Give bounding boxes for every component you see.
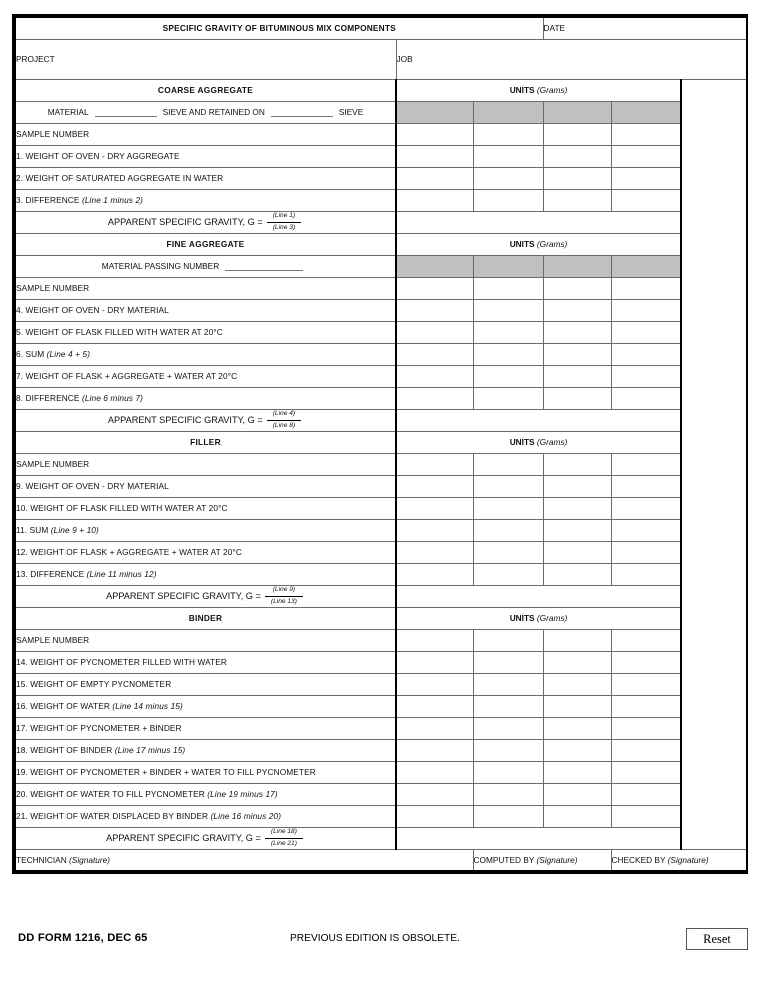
data-entry-cell[interactable] bbox=[611, 475, 681, 497]
signature-note: (Signature) bbox=[69, 854, 111, 865]
data-entry-cell[interactable] bbox=[611, 695, 681, 717]
signature-field-1[interactable] bbox=[15, 849, 473, 871]
section-header-row bbox=[15, 79, 747, 101]
formula-row bbox=[15, 211, 747, 233]
table-row bbox=[15, 563, 747, 585]
data-entry-cell[interactable] bbox=[543, 739, 611, 761]
table-row bbox=[15, 805, 747, 827]
data-entry-cell[interactable] bbox=[543, 475, 611, 497]
data-entry-cell[interactable] bbox=[543, 343, 611, 365]
data-entry-cell[interactable] bbox=[473, 387, 543, 409]
data-entry-cell[interactable] bbox=[473, 497, 543, 519]
row-note: (Line 14 minus 15) bbox=[112, 701, 183, 711]
formula-numerator: (Line 18) bbox=[270, 828, 297, 836]
row-label: 15. WEIGHT OF EMPTY PYCNOMETER bbox=[15, 673, 396, 695]
specific-gravity-result-cell[interactable] bbox=[396, 211, 681, 233]
row-label: 13. DIFFERENCE (Line 11 minus 12) bbox=[15, 563, 396, 585]
table-row bbox=[15, 387, 747, 409]
form-table bbox=[14, 16, 748, 872]
units-label: UNITS (Grams) bbox=[396, 431, 681, 453]
data-entry-cell[interactable] bbox=[611, 365, 681, 387]
data-entry-cell[interactable] bbox=[473, 541, 543, 563]
table-row bbox=[15, 365, 747, 387]
data-entry-cell[interactable] bbox=[396, 145, 473, 167]
data-entry-cell[interactable] bbox=[396, 167, 473, 189]
row-note: (Line 17 minus 15) bbox=[114, 745, 186, 755]
signature-field-2[interactable] bbox=[473, 849, 611, 871]
material-label: MATERIAL bbox=[47, 107, 89, 117]
formula-label: APPARENT SPECIFIC GRAVITY, G = bbox=[107, 217, 263, 227]
row-label: 7. WEIGHT OF FLASK + AGGREGATE + WATER AT 20°C bbox=[15, 365, 396, 387]
units-label: UNITS (Grams) bbox=[396, 233, 681, 255]
data-entry-cell[interactable] bbox=[396, 695, 473, 717]
data-entry-cell[interactable] bbox=[543, 541, 611, 563]
data-entry-cell[interactable] bbox=[543, 321, 611, 343]
data-entry-cell[interactable] bbox=[396, 739, 473, 761]
row-note: (Line 4 + 5) bbox=[46, 349, 91, 359]
section-subheader-row bbox=[15, 101, 747, 123]
section-subheader-row bbox=[15, 255, 747, 277]
row-label: 2. WEIGHT OF SATURATED AGGREGATE IN WATER bbox=[15, 167, 396, 189]
data-entry-cell[interactable] bbox=[473, 321, 543, 343]
row-label: 9. WEIGHT OF OVEN - DRY MATERIAL bbox=[15, 475, 396, 497]
date-field[interactable] bbox=[543, 17, 747, 39]
previous-edition-label: PREVIOUS EDITION IS OBSOLETE. bbox=[290, 933, 460, 944]
formula-label: APPARENT SPECIFIC GRAVITY, G = bbox=[106, 591, 261, 601]
data-entry-cell[interactable] bbox=[396, 365, 473, 387]
units-header-cell bbox=[396, 255, 473, 277]
data-entry-cell[interactable] bbox=[473, 783, 543, 805]
form-title: SPECIFIC GRAVITY OF BITUMINOUS MIX COMPONENTS bbox=[15, 17, 543, 39]
table-row bbox=[15, 739, 747, 761]
reset-button[interactable]: Reset bbox=[686, 928, 748, 950]
data-entry-cell[interactable] bbox=[473, 717, 543, 739]
data-entry-cell[interactable] bbox=[396, 387, 473, 409]
row-label: 11. SUM (Line 9 + 10) bbox=[15, 519, 396, 541]
sample-number-row bbox=[15, 629, 747, 651]
sample-number-label: SAMPLE NUMBER bbox=[15, 453, 396, 475]
data-entry-cell[interactable] bbox=[396, 123, 473, 145]
data-entry-cell[interactable] bbox=[396, 651, 473, 673]
units-header-cell bbox=[611, 101, 681, 123]
table-row bbox=[15, 343, 747, 365]
units-label: UNITS (Grams) bbox=[396, 607, 681, 629]
data-entry-cell[interactable] bbox=[473, 739, 543, 761]
row-label: 21. WEIGHT OF WATER DISPLACED BY BINDER (Line 16 minus 20) bbox=[15, 805, 396, 827]
table-row bbox=[15, 519, 747, 541]
data-entry-cell[interactable] bbox=[396, 321, 473, 343]
material-passing-label: MATERIAL PASSING NUMBER bbox=[101, 261, 220, 271]
table-row bbox=[15, 673, 747, 695]
table-row bbox=[15, 717, 747, 739]
section-title: COARSE AGGREGATE bbox=[15, 79, 396, 101]
data-entry-cell[interactable] bbox=[611, 673, 681, 695]
data-entry-cell[interactable] bbox=[543, 189, 611, 211]
row-note: (Line 6 minus 7) bbox=[81, 393, 144, 403]
data-entry-cell[interactable] bbox=[396, 343, 473, 365]
formula-fraction bbox=[267, 410, 301, 429]
row-note: (Line 11 minus 12) bbox=[86, 569, 157, 579]
data-entry-cell[interactable] bbox=[473, 695, 543, 717]
form-footer bbox=[12, 928, 748, 958]
data-entry-cell[interactable] bbox=[543, 805, 611, 827]
units-header-cell bbox=[396, 101, 473, 123]
specific-gravity-formula bbox=[15, 211, 396, 233]
row-label: 5. WEIGHT OF FLASK FILLED WITH WATER AT 20°C bbox=[15, 321, 396, 343]
section-header-row bbox=[15, 607, 747, 629]
data-entry-cell[interactable] bbox=[473, 475, 543, 497]
sieve-retained-label: SIEVE AND RETAINED ON bbox=[162, 107, 265, 117]
formula-fraction bbox=[265, 828, 303, 847]
specific-gravity-result-cell[interactable] bbox=[396, 827, 681, 849]
data-entry-cell[interactable] bbox=[396, 475, 473, 497]
row-label: 19. WEIGHT OF PYCNOMETER + BINDER + WATER TO FILL PYCNOMETER bbox=[15, 761, 396, 783]
data-entry-cell[interactable] bbox=[396, 453, 473, 475]
data-entry-cell[interactable] bbox=[543, 387, 611, 409]
table-row bbox=[15, 695, 747, 717]
data-entry-cell[interactable] bbox=[611, 299, 681, 321]
data-entry-cell[interactable] bbox=[396, 629, 473, 651]
data-entry-cell[interactable] bbox=[611, 343, 681, 365]
data-entry-cell[interactable] bbox=[611, 189, 681, 211]
section-title: BINDER bbox=[15, 607, 396, 629]
data-entry-cell[interactable] bbox=[473, 651, 543, 673]
data-entry-cell[interactable] bbox=[473, 343, 543, 365]
row-note: (Line 1 minus 2) bbox=[81, 195, 144, 205]
row-note: (Line 16 minus 20) bbox=[210, 811, 282, 821]
date-label: DATE bbox=[543, 23, 566, 34]
row-label: 14. WEIGHT OF PYCNOMETER FILLED WITH WATER bbox=[15, 651, 396, 673]
units-header-cell bbox=[543, 101, 611, 123]
signature-note: (Signature) bbox=[667, 854, 709, 865]
data-entry-cell[interactable] bbox=[396, 277, 473, 299]
form-body bbox=[15, 17, 747, 871]
data-entry-cell[interactable] bbox=[473, 805, 543, 827]
data-entry-cell[interactable] bbox=[611, 651, 681, 673]
data-entry-cell[interactable] bbox=[473, 519, 543, 541]
table-row bbox=[15, 189, 747, 211]
material-passing-input[interactable] bbox=[225, 262, 303, 271]
material-input[interactable] bbox=[95, 108, 157, 117]
signature-label: COMPUTED BY bbox=[473, 854, 537, 865]
data-entry-cell[interactable] bbox=[543, 563, 611, 585]
data-entry-cell[interactable] bbox=[473, 123, 543, 145]
table-row bbox=[15, 541, 747, 563]
formula-label: APPARENT SPECIFIC GRAVITY, G = bbox=[106, 833, 261, 843]
data-entry-cell[interactable] bbox=[396, 497, 473, 519]
formula-denominator: (Line 13) bbox=[265, 596, 303, 606]
specific-gravity-formula bbox=[15, 585, 396, 607]
table-row bbox=[15, 497, 747, 519]
units-header-cell bbox=[473, 101, 543, 123]
signature-field-3[interactable] bbox=[611, 849, 747, 871]
data-entry-cell[interactable] bbox=[543, 761, 611, 783]
data-entry-cell[interactable] bbox=[543, 717, 611, 739]
sample-number-label: SAMPLE NUMBER bbox=[15, 277, 396, 299]
formula-numerator: (Line 9) bbox=[272, 586, 296, 594]
data-entry-cell[interactable] bbox=[611, 453, 681, 475]
units-label: UNITS (Grams) bbox=[396, 79, 681, 101]
data-entry-cell[interactable] bbox=[473, 189, 543, 211]
section-title: FILLER bbox=[15, 431, 396, 453]
data-entry-cell[interactable] bbox=[543, 453, 611, 475]
data-entry-cell[interactable] bbox=[396, 541, 473, 563]
section-header-row bbox=[15, 431, 747, 453]
row-label: 20. WEIGHT OF WATER TO FILL PYCNOMETER (Line 19 minus 17) bbox=[15, 783, 396, 805]
data-entry-cell[interactable] bbox=[611, 321, 681, 343]
data-entry-cell[interactable] bbox=[543, 299, 611, 321]
data-entry-cell[interactable] bbox=[543, 783, 611, 805]
material-sieve-field[interactable] bbox=[15, 101, 396, 123]
data-entry-cell[interactable] bbox=[543, 651, 611, 673]
data-entry-cell[interactable] bbox=[473, 629, 543, 651]
data-entry-cell[interactable] bbox=[473, 761, 543, 783]
formula-denominator: (Line 21) bbox=[265, 838, 303, 848]
row-label: 17. WEIGHT OF PYCNOMETER + BINDER bbox=[15, 717, 396, 739]
data-entry-cell[interactable] bbox=[611, 761, 681, 783]
data-entry-cell[interactable] bbox=[611, 519, 681, 541]
formula-row bbox=[15, 409, 747, 431]
data-entry-cell[interactable] bbox=[473, 145, 543, 167]
formula-label: APPARENT SPECIFIC GRAVITY, G = bbox=[107, 415, 263, 425]
form-number-label: DD FORM 1216, DEC 65 bbox=[18, 932, 148, 944]
title-row bbox=[15, 17, 747, 39]
data-entry-cell[interactable] bbox=[473, 563, 543, 585]
data-entry-cell[interactable] bbox=[543, 519, 611, 541]
sample-number-label: SAMPLE NUMBER bbox=[15, 629, 396, 651]
data-entry-cell[interactable] bbox=[543, 277, 611, 299]
formula-numerator: (Line 4) bbox=[272, 410, 296, 418]
job-field[interactable] bbox=[396, 39, 747, 79]
data-entry-cell[interactable] bbox=[396, 299, 473, 321]
data-entry-cell[interactable] bbox=[611, 805, 681, 827]
row-label: 16. WEIGHT OF WATER (Line 14 minus 15) bbox=[15, 695, 396, 717]
data-entry-cell[interactable] bbox=[543, 695, 611, 717]
data-entry-cell[interactable] bbox=[396, 563, 473, 585]
row-label: 3. DIFFERENCE (Line 1 minus 2) bbox=[15, 189, 396, 211]
data-entry-cell[interactable] bbox=[543, 145, 611, 167]
signature-note: (Signature) bbox=[536, 854, 578, 865]
units-header-cell bbox=[543, 255, 611, 277]
data-entry-cell[interactable] bbox=[473, 453, 543, 475]
table-row bbox=[15, 783, 747, 805]
formula-denominator: (Line 3) bbox=[267, 222, 301, 232]
row-note: (Line 9 + 10) bbox=[50, 525, 99, 535]
formula-fraction bbox=[265, 586, 303, 605]
table-row bbox=[15, 475, 747, 497]
table-row bbox=[15, 167, 747, 189]
table-row bbox=[15, 299, 747, 321]
units-header-cell bbox=[473, 255, 543, 277]
data-entry-cell[interactable] bbox=[396, 717, 473, 739]
job-label: JOB bbox=[396, 54, 413, 64]
data-entry-cell[interactable] bbox=[396, 761, 473, 783]
material-sieve-field[interactable] bbox=[15, 255, 396, 277]
data-entry-cell[interactable] bbox=[611, 167, 681, 189]
data-entry-cell[interactable] bbox=[543, 123, 611, 145]
data-entry-cell[interactable] bbox=[611, 563, 681, 585]
section-title: FINE AGGREGATE bbox=[15, 233, 396, 255]
data-entry-cell[interactable] bbox=[543, 629, 611, 651]
data-entry-cell[interactable] bbox=[611, 123, 681, 145]
dd-form-1216 bbox=[12, 14, 748, 874]
sample-number-row bbox=[15, 277, 747, 299]
data-entry-cell[interactable] bbox=[473, 673, 543, 695]
data-entry-cell[interactable] bbox=[396, 519, 473, 541]
data-entry-cell[interactable] bbox=[396, 673, 473, 695]
formula-row bbox=[15, 585, 747, 607]
sieve-label: SIEVE bbox=[338, 107, 364, 117]
data-entry-cell[interactable] bbox=[611, 541, 681, 563]
table-row bbox=[15, 761, 747, 783]
row-label: 18. WEIGHT OF BINDER (Line 17 minus 15) bbox=[15, 739, 396, 761]
data-entry-cell[interactable] bbox=[611, 145, 681, 167]
data-entry-cell[interactable] bbox=[473, 277, 543, 299]
data-entry-cell[interactable] bbox=[611, 497, 681, 519]
data-entry-cell[interactable] bbox=[473, 299, 543, 321]
specific-gravity-result-cell[interactable] bbox=[396, 585, 681, 607]
section-header-row bbox=[15, 233, 747, 255]
signature-label: TECHNICIAN bbox=[16, 854, 70, 865]
formula-row bbox=[15, 827, 747, 849]
data-entry-cell[interactable] bbox=[543, 365, 611, 387]
data-entry-cell[interactable] bbox=[611, 629, 681, 651]
data-entry-cell[interactable] bbox=[396, 805, 473, 827]
data-entry-cell[interactable] bbox=[611, 387, 681, 409]
sample-number-label: SAMPLE NUMBER bbox=[15, 123, 396, 145]
specific-gravity-formula bbox=[15, 827, 396, 849]
table-row bbox=[15, 651, 747, 673]
formula-denominator: (Line 8) bbox=[267, 420, 301, 430]
data-entry-cell[interactable] bbox=[396, 189, 473, 211]
row-label: 1. WEIGHT OF OVEN - DRY AGGREGATE bbox=[15, 145, 396, 167]
project-field[interactable] bbox=[15, 39, 396, 79]
data-entry-cell[interactable] bbox=[543, 673, 611, 695]
table-row bbox=[15, 145, 747, 167]
data-entry-cell[interactable] bbox=[473, 365, 543, 387]
signature-row bbox=[15, 849, 747, 871]
sample-number-row bbox=[15, 123, 747, 145]
units-header-cell bbox=[611, 255, 681, 277]
project-job-row bbox=[15, 39, 747, 79]
sieve-input[interactable] bbox=[271, 108, 333, 117]
sample-number-row bbox=[15, 453, 747, 475]
specific-gravity-result-cell[interactable] bbox=[396, 409, 681, 431]
row-note: (Line 19 minus 17) bbox=[207, 789, 278, 799]
project-label: PROJECT bbox=[16, 54, 55, 64]
data-entry-cell[interactable] bbox=[611, 717, 681, 739]
row-label: 8. DIFFERENCE (Line 6 minus 7) bbox=[15, 387, 396, 409]
table-row bbox=[15, 321, 747, 343]
data-entry-cell[interactable] bbox=[611, 277, 681, 299]
data-entry-cell[interactable] bbox=[543, 497, 611, 519]
formula-numerator: (Line 1) bbox=[272, 212, 296, 220]
row-label: 12. WEIGHT OF FLASK + AGGREGATE + WATER AT 20°C bbox=[15, 541, 396, 563]
data-entry-cell[interactable] bbox=[611, 783, 681, 805]
data-entry-cell[interactable] bbox=[543, 167, 611, 189]
specific-gravity-formula bbox=[15, 409, 396, 431]
signature-label: CHECKED BY bbox=[611, 854, 668, 865]
row-label: 10. WEIGHT OF FLASK FILLED WITH WATER AT 20°C bbox=[15, 497, 396, 519]
data-entry-cell[interactable] bbox=[473, 167, 543, 189]
data-entry-cell[interactable] bbox=[396, 783, 473, 805]
row-label: 4. WEIGHT OF OVEN - DRY MATERIAL bbox=[15, 299, 396, 321]
data-entry-cell[interactable] bbox=[611, 739, 681, 761]
row-label: 6. SUM (Line 4 + 5) bbox=[15, 343, 396, 365]
formula-fraction bbox=[267, 212, 301, 231]
